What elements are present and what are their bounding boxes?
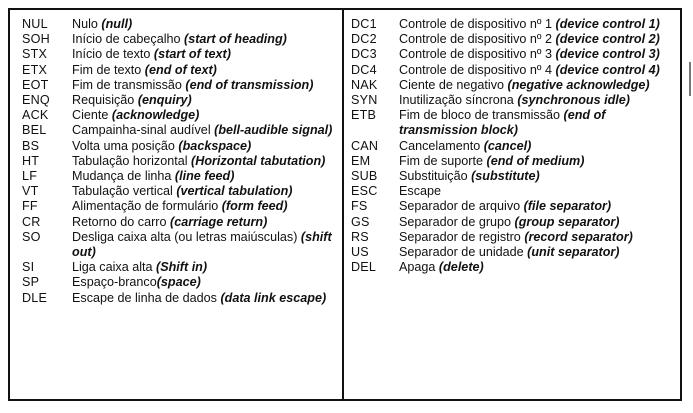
table-row bbox=[351, 260, 673, 275]
table-row bbox=[22, 63, 340, 78]
description-pt: Tabulação vertical bbox=[72, 184, 177, 199]
description-en: (Shift in) bbox=[156, 260, 208, 275]
control-code: ENQ bbox=[22, 93, 50, 108]
table-row bbox=[351, 245, 673, 260]
description-en: (carriage return) bbox=[170, 214, 268, 229]
description-pt: Início de cabeçalho bbox=[72, 32, 185, 47]
description-en: (substitute) bbox=[471, 169, 540, 184]
description-pt: Requisição bbox=[72, 93, 138, 108]
control-code: BEL bbox=[22, 123, 47, 138]
table-row bbox=[22, 123, 340, 138]
control-code: DC4 bbox=[351, 62, 377, 77]
description-pt: Apaga bbox=[399, 260, 439, 275]
description-pt: Escape bbox=[399, 184, 442, 199]
description-en: (space) bbox=[156, 275, 201, 290]
table-row bbox=[22, 17, 340, 32]
column-divider bbox=[342, 8, 344, 401]
control-code: FS bbox=[351, 199, 368, 214]
control-code: LF bbox=[22, 169, 38, 184]
code-description bbox=[72, 215, 340, 230]
table-row bbox=[351, 78, 673, 93]
table-row bbox=[351, 154, 673, 169]
control-code: DC3 bbox=[351, 47, 377, 62]
description-pt: Escape de linha de dados bbox=[72, 290, 221, 305]
description-en: (negative acknowledge) bbox=[507, 77, 650, 92]
description-pt: Retorno do carro bbox=[72, 214, 171, 229]
description-en: (end of medium) bbox=[486, 153, 585, 168]
code-description bbox=[399, 230, 673, 245]
control-code: DC1 bbox=[351, 17, 377, 31]
table-row bbox=[351, 184, 673, 199]
table-row bbox=[22, 199, 340, 214]
description-pt: Alimentação de formulário bbox=[72, 199, 222, 214]
control-code: CAN bbox=[351, 138, 379, 153]
code-description bbox=[399, 260, 673, 275]
control-code: EM bbox=[351, 153, 371, 168]
control-code: BS bbox=[22, 138, 40, 153]
description-en: (unit separator) bbox=[527, 245, 620, 260]
code-description bbox=[399, 17, 673, 32]
description-en: (data link escape) bbox=[220, 290, 327, 305]
description-en: (bell-audible signal) bbox=[214, 123, 333, 138]
control-code: DLE bbox=[22, 290, 48, 305]
code-description bbox=[399, 184, 673, 199]
description-en: (delete) bbox=[438, 260, 484, 275]
control-code: DC2 bbox=[351, 32, 377, 47]
code-description bbox=[399, 47, 673, 62]
table-row bbox=[351, 139, 673, 154]
description-pt: Ciente bbox=[72, 108, 112, 123]
control-code: SYN bbox=[351, 93, 378, 108]
description-pt: Inutilização síncrona bbox=[399, 93, 518, 108]
table-row bbox=[22, 169, 340, 184]
table-row bbox=[22, 108, 340, 123]
control-code: HT bbox=[22, 153, 40, 168]
control-code: SOH bbox=[22, 32, 50, 47]
description-pt: Tabulação horizontal bbox=[72, 153, 192, 168]
table-row bbox=[351, 169, 673, 184]
code-description bbox=[399, 108, 673, 138]
description-en: (record separator) bbox=[524, 229, 633, 244]
description-en: (end of transmission) bbox=[185, 77, 314, 92]
description-pt: Controle de dispositivo nº 1 bbox=[399, 17, 556, 31]
control-code: SI bbox=[22, 260, 35, 275]
code-description bbox=[72, 93, 340, 108]
description-pt: Cancelamento bbox=[399, 138, 484, 153]
code-description bbox=[399, 215, 673, 230]
code-description bbox=[72, 108, 340, 123]
description-pt: Mudança de linha bbox=[72, 169, 175, 184]
control-code: FF bbox=[22, 199, 38, 214]
code-description bbox=[399, 169, 673, 184]
code-description bbox=[72, 291, 340, 306]
table-row bbox=[22, 154, 340, 169]
control-code: ETX bbox=[22, 62, 48, 77]
description-pt: Controle de dispositivo nº 3 bbox=[399, 47, 556, 62]
description-en: (form feed) bbox=[221, 199, 288, 214]
code-description bbox=[72, 32, 340, 47]
description-pt: Fim de bloco de transmissão bbox=[399, 108, 564, 123]
description-en: (start of heading) bbox=[184, 32, 287, 47]
description-en: (backspace) bbox=[178, 138, 252, 153]
description-en: (shift out) bbox=[72, 229, 332, 260]
description-en: (end of text) bbox=[144, 62, 217, 77]
table-row bbox=[22, 260, 340, 275]
description-en: (line feed) bbox=[174, 169, 235, 184]
code-description bbox=[399, 93, 673, 108]
table-row bbox=[22, 215, 340, 230]
description-en: (null) bbox=[101, 17, 133, 31]
table-row bbox=[351, 215, 673, 230]
code-description bbox=[399, 245, 673, 260]
code-description bbox=[72, 154, 340, 169]
description-en: (device control 4) bbox=[555, 62, 660, 77]
description-en: (enquiry) bbox=[137, 93, 192, 108]
table-row bbox=[22, 78, 340, 93]
control-code: VT bbox=[22, 184, 39, 199]
description-pt: Fim de suporte bbox=[399, 153, 487, 168]
description-pt: Campainha-sinal audível bbox=[72, 123, 215, 138]
table-row bbox=[351, 17, 673, 32]
table-row bbox=[22, 47, 340, 62]
table-row bbox=[351, 47, 673, 62]
table-row bbox=[22, 32, 340, 47]
description-en: (group separator) bbox=[514, 214, 620, 229]
control-code: GS bbox=[351, 214, 370, 229]
description-en: (device control 2) bbox=[555, 32, 660, 47]
control-code: SP bbox=[22, 275, 40, 290]
description-en: (cancel) bbox=[483, 138, 532, 153]
description-en: (end of transmission block) bbox=[399, 108, 606, 138]
code-description bbox=[72, 184, 340, 199]
control-code: CR bbox=[22, 214, 41, 229]
control-code: ETB bbox=[351, 108, 377, 123]
table-row bbox=[351, 108, 673, 138]
description-pt: Liga caixa alta bbox=[72, 260, 157, 275]
description-pt: Fim de transmissão bbox=[72, 77, 186, 92]
code-description bbox=[399, 63, 673, 78]
description-en: (start of text) bbox=[153, 47, 231, 62]
table-row bbox=[351, 93, 673, 108]
description-en: (synchronous idle) bbox=[517, 93, 630, 108]
control-code: EOT bbox=[22, 77, 49, 92]
code-description bbox=[72, 260, 340, 275]
table-row bbox=[351, 63, 673, 78]
table-row bbox=[351, 32, 673, 47]
description-en: (acknowledge) bbox=[111, 108, 200, 123]
table-row bbox=[22, 184, 340, 199]
description-pt: Fim de texto bbox=[72, 62, 145, 77]
code-description bbox=[72, 169, 340, 184]
control-code: NAK bbox=[351, 77, 378, 92]
description-en: (Horizontal tabutation) bbox=[191, 153, 326, 168]
description-pt: Separador de arquivo bbox=[399, 199, 524, 214]
code-description bbox=[399, 154, 673, 169]
code-description bbox=[399, 32, 673, 47]
page-edge-mark bbox=[689, 62, 691, 96]
description-pt: Desliga caixa alta (ou letras maiúsculas) bbox=[72, 229, 301, 244]
code-description bbox=[72, 17, 340, 32]
description-en: (vertical tabulation) bbox=[176, 184, 293, 199]
left-column bbox=[22, 17, 340, 306]
description-pt: Início de texto bbox=[72, 47, 154, 62]
table-row bbox=[351, 230, 673, 245]
code-description bbox=[399, 199, 673, 214]
code-description bbox=[72, 199, 340, 214]
description-pt: Substituição bbox=[399, 169, 472, 184]
description-pt: Controle de dispositivo nº 4 bbox=[399, 62, 556, 77]
code-description bbox=[72, 275, 340, 290]
description-pt: Separador de grupo bbox=[399, 214, 515, 229]
table-row bbox=[22, 93, 340, 108]
control-code: RS bbox=[351, 229, 369, 244]
code-description bbox=[72, 47, 340, 62]
table-row bbox=[22, 291, 340, 306]
right-column bbox=[351, 17, 673, 275]
code-description bbox=[72, 78, 340, 93]
description-pt: Separador de unidade bbox=[399, 245, 528, 260]
description-pt: Espaço-branco bbox=[72, 275, 157, 290]
table-row bbox=[22, 275, 340, 290]
control-code: DEL bbox=[351, 260, 377, 275]
description-pt: Ciente de negativo bbox=[399, 77, 508, 92]
code-description bbox=[72, 139, 340, 154]
table-row bbox=[22, 139, 340, 154]
description-pt: Volta uma posição bbox=[72, 138, 179, 153]
description-en: (file separator) bbox=[523, 199, 612, 214]
control-code: ESC bbox=[351, 184, 378, 199]
description-pt: Nulo bbox=[72, 17, 102, 31]
code-description bbox=[72, 230, 340, 260]
description-en: (device control 1) bbox=[555, 17, 660, 31]
table-row bbox=[351, 199, 673, 214]
control-code: US bbox=[351, 245, 369, 260]
table-row bbox=[22, 230, 340, 260]
description-pt: Separador de registro bbox=[399, 229, 525, 244]
description-pt: Controle de dispositivo nº 2 bbox=[399, 32, 556, 47]
control-code: SO bbox=[22, 229, 41, 244]
control-code: SUB bbox=[351, 169, 378, 184]
control-code: NUL bbox=[22, 17, 48, 31]
control-code: ACK bbox=[22, 108, 49, 123]
control-code: STX bbox=[22, 47, 48, 62]
code-description bbox=[399, 78, 673, 93]
code-description bbox=[72, 123, 340, 138]
code-description bbox=[72, 63, 340, 78]
code-description bbox=[399, 139, 673, 154]
description-en: (device control 3) bbox=[555, 47, 660, 62]
